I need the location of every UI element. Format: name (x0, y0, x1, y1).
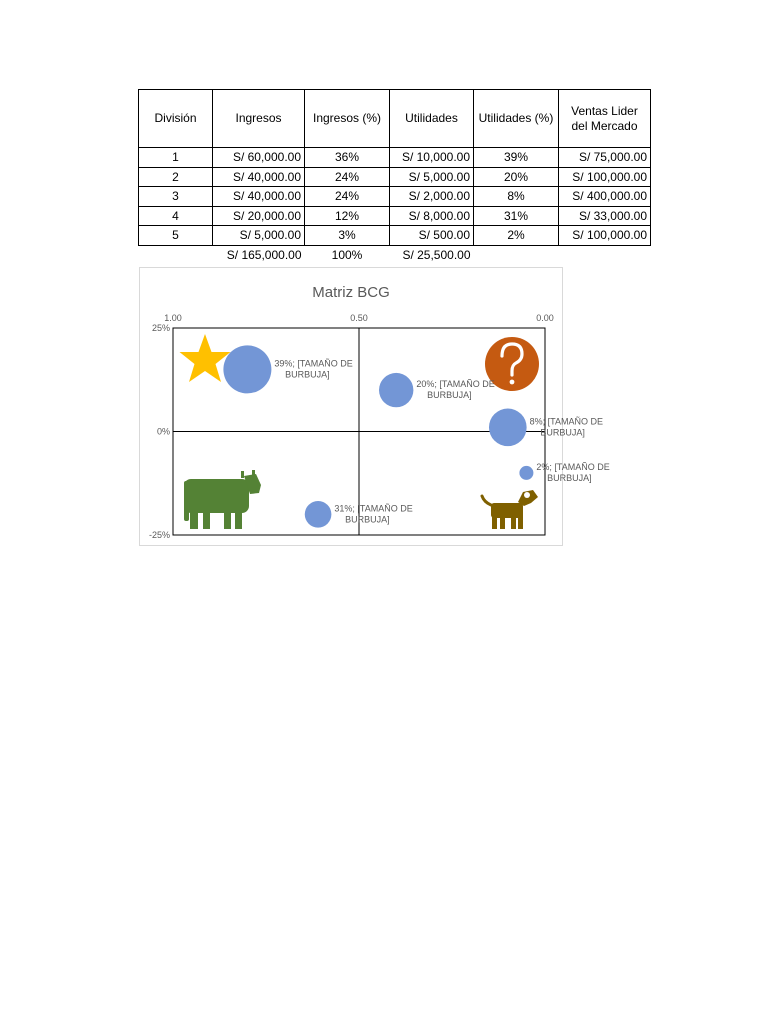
division-table (138, 89, 651, 264)
table-row (139, 167, 651, 187)
header-utilidades: Utilidades (390, 90, 474, 148)
y-tick-label: -25% (148, 530, 170, 540)
total-utilidades-pct (474, 245, 559, 264)
table-row (139, 187, 651, 207)
total-ventas-lider (559, 245, 651, 264)
data-label: 39%; [TAMAÑO DE BURBUJA] (274, 358, 353, 380)
x-tick-label: 1.00 (164, 313, 182, 323)
cell-ingresos: S/ 40,000.00 (213, 187, 305, 207)
total-ingresos: S/ 165,000.00 (226, 247, 302, 262)
total-ingresos-pct: 100% (331, 247, 363, 262)
cell-utilidades-pct: 31% (474, 206, 559, 226)
cell-utilidades-pct: 20% (474, 167, 559, 187)
cell-division: 4 (139, 206, 213, 226)
x-tick-label: 0.00 (536, 313, 554, 323)
total-utilidades: S/ 25,500.00 (402, 247, 471, 262)
cell-utilidades-pct: 8% (474, 187, 559, 207)
data-bubble (379, 373, 413, 407)
cell-utilidades-pct: 39% (474, 148, 559, 168)
cell-ingresos: S/ 20,000.00 (213, 206, 305, 226)
bcg-chart-svg (140, 268, 610, 545)
cell-ventas-lider: S/ 400,000.00 (559, 187, 651, 207)
cell-ingresos-pct: 3% (305, 226, 390, 246)
cell-utilidades: S/ 2,000.00 (390, 187, 474, 207)
data-label: 20%; [TAMAÑO DE BURBUJA] (416, 379, 495, 401)
cell-utilidades: S/ 8,000.00 (390, 206, 474, 226)
data-bubble (489, 409, 527, 447)
cell-ingresos: S/ 5,000.00 (213, 226, 305, 246)
cell-utilidades-pct: 2% (474, 226, 559, 246)
x-tick-label: 0.50 (350, 313, 368, 323)
cell-division: 3 (139, 187, 213, 207)
y-tick-label: 0% (156, 426, 170, 437)
table-row (139, 206, 651, 226)
cell-division: 5 (139, 226, 213, 246)
dog-icon (482, 490, 538, 529)
cell-utilidades: S/ 10,000.00 (390, 148, 474, 168)
header-ingresos: Ingresos (213, 90, 305, 148)
star-icon (180, 334, 231, 382)
cell-ingresos-pct: 12% (305, 206, 390, 226)
y-tick-label: 25% (151, 323, 170, 333)
bcg-chart (139, 267, 610, 546)
cell-division: 2 (139, 167, 213, 187)
header-division: División (139, 90, 213, 148)
header-utilidades-pct: Utilidades (%) (474, 90, 559, 148)
cell-utilidades: S/ 5,000.00 (390, 167, 474, 187)
cell-utilidades: S/ 500.00 (390, 226, 474, 246)
cell-division: 1 (139, 148, 213, 168)
totals-row (139, 245, 651, 264)
cell-ingresos-pct: 36% (305, 148, 390, 168)
cell-ingresos-pct: 24% (305, 187, 390, 207)
cow-icon (184, 470, 261, 529)
data-bubble (223, 345, 271, 393)
table-row (139, 148, 651, 168)
data-bubble (305, 501, 332, 528)
cell-ventas-lider: S/ 75,000.00 (559, 148, 651, 168)
data-bubble (519, 466, 533, 480)
cell-ventas-lider: S/ 100,000.00 (559, 226, 651, 246)
total-division (139, 245, 213, 264)
header-ingresos-pct: Ingresos (%) (305, 90, 390, 148)
data-label: 8%; [TAMAÑO DE BURBUJA] (529, 416, 603, 438)
chart-title: Matriz BCG (312, 284, 390, 301)
cell-ingresos: S/ 60,000.00 (213, 148, 305, 168)
cell-ingresos-pct: 24% (305, 167, 390, 187)
data-label: 2%; [TAMAÑO DE BURBUJA] (536, 461, 610, 483)
cell-ventas-lider: S/ 33,000.00 (559, 206, 651, 226)
header-ventas-lider: Ventas Lider del Mercado (559, 90, 651, 148)
cell-ventas-lider: S/ 100,000.00 (559, 167, 651, 187)
data-label: 31%; [TAMAÑO DE BURBUJA] (334, 503, 413, 525)
cell-ingresos: S/ 40,000.00 (213, 167, 305, 187)
table-row (139, 226, 651, 246)
table-header-row (139, 90, 651, 148)
